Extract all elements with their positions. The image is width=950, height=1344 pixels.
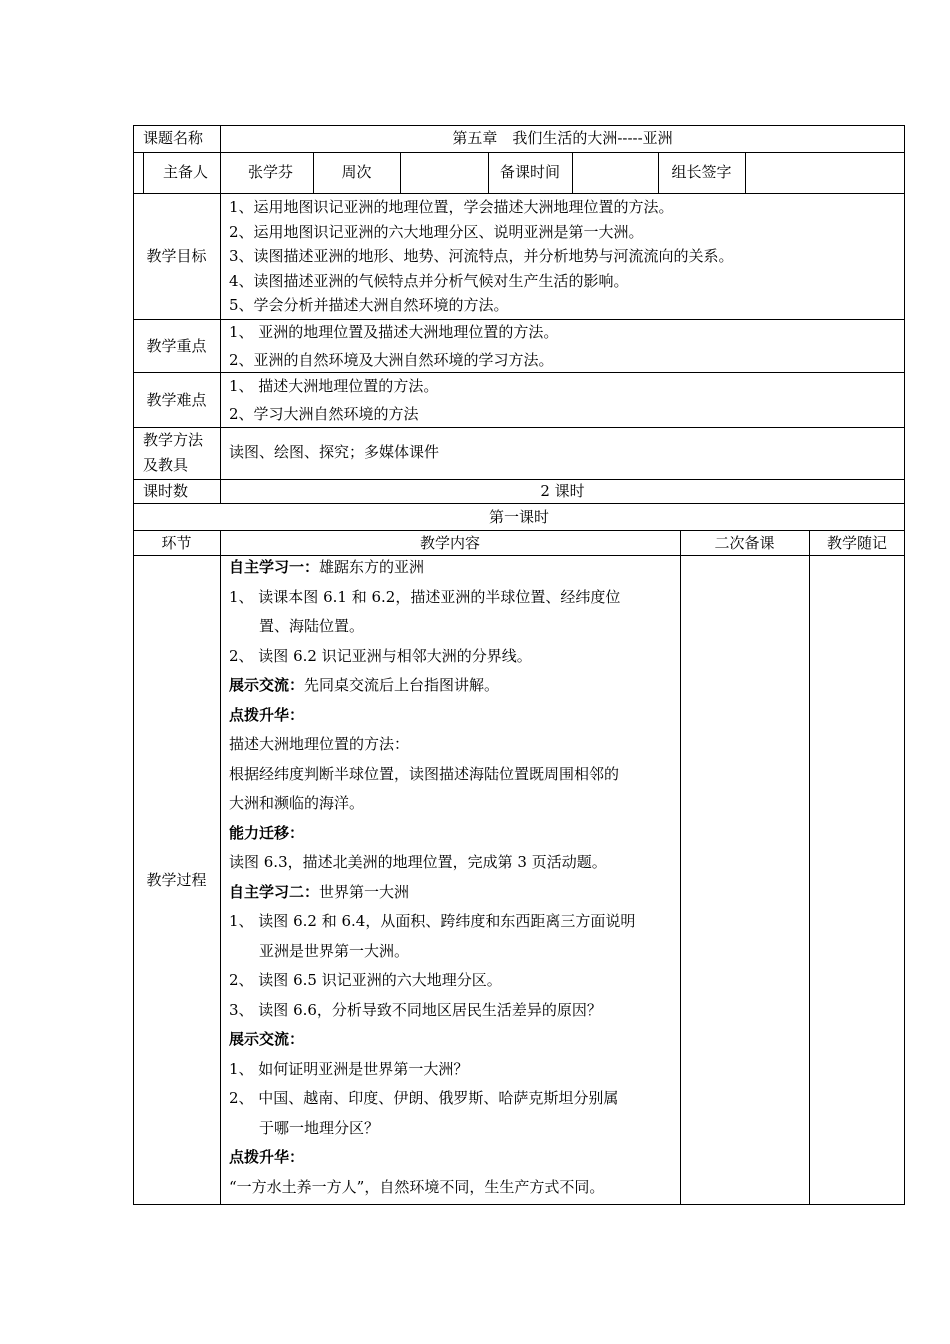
preparer-label: 主备人 bbox=[162, 163, 208, 181]
column-divider bbox=[572, 152, 573, 193]
process-line-text: 3、 读图 6.6，分析导致不同地区居民生活差异的原因？ bbox=[229, 1000, 602, 1019]
column-header-second-prep: 二次备课 bbox=[714, 534, 775, 552]
objective-item: 2、运用地图识记亚洲的六大地理分区、说明亚洲是第一大洲。 bbox=[229, 222, 644, 241]
row-divider bbox=[133, 479, 905, 480]
column-divider bbox=[680, 530, 681, 1205]
row-divider bbox=[133, 152, 905, 153]
process-line-heading: 自主学习二： bbox=[229, 882, 320, 901]
process-line-heading: 点拨升华： bbox=[229, 1148, 305, 1166]
hours-value: 2 课时 bbox=[540, 482, 585, 500]
process-line-heading: 展示交流： bbox=[229, 1030, 305, 1048]
key-point-item: 2、亚洲的自然环境及大洲自然环境的学习方法。 bbox=[229, 351, 554, 369]
column-divider bbox=[220, 530, 221, 1205]
row-divider bbox=[133, 372, 905, 373]
objectives-label: 教学目标 bbox=[146, 247, 207, 265]
process-line-heading: 展示交流： bbox=[229, 676, 305, 694]
key-points-label: 教学重点 bbox=[146, 337, 207, 355]
process-line-text: 2、 读图 6.5 识记亚洲的六大地理分区。 bbox=[229, 971, 502, 989]
process-line-text: 根据经纬度判断半球位置，读图描述海陆位置既周围相邻的 bbox=[229, 764, 620, 783]
process-line bbox=[229, 1001, 677, 1031]
process-line-text: 2、 中国、越南、印度、伊朗、俄罗斯、哈萨克斯坦分别属 bbox=[229, 1089, 619, 1107]
methods-label: 教学方法 bbox=[143, 431, 204, 449]
preparer-value: 张学芬 bbox=[247, 163, 293, 181]
process-line-text: 雄踞东方的亚洲 bbox=[319, 558, 425, 576]
row-divider bbox=[133, 555, 905, 556]
process-line-text: 2、 读图 6.2 识记亚洲与相邻大洲的分界线。 bbox=[229, 646, 532, 665]
process-line bbox=[229, 558, 677, 588]
column-header-content: 教学内容 bbox=[419, 534, 480, 552]
process-line bbox=[229, 735, 677, 765]
process-line bbox=[229, 1060, 677, 1090]
process-line bbox=[229, 617, 677, 647]
process-line-text: 1、 读课本图 6.1 和 6.2，描述亚洲的半球位置、经纬度位 bbox=[229, 587, 621, 606]
process-line-text: “一方水土养一方人”，自然环境不同，生生产方式不同。 bbox=[229, 1177, 605, 1196]
process-line bbox=[229, 971, 677, 1001]
process-line-heading: 自主学习一： bbox=[229, 558, 320, 576]
process-label: 教学过程 bbox=[146, 871, 207, 889]
process-line bbox=[229, 1178, 677, 1208]
objectives-list bbox=[229, 198, 734, 321]
process-line-text: 描述大洲地理位置的方法： bbox=[229, 735, 410, 753]
column-divider bbox=[220, 125, 221, 503]
methods-label-line2: 及教具 bbox=[143, 456, 189, 474]
process-line bbox=[229, 647, 677, 677]
column-header-notes: 教学随记 bbox=[826, 534, 887, 552]
topic-value: 第五章 我们生活的大洲-----亚洲 bbox=[452, 129, 673, 147]
difficulties-label: 教学难点 bbox=[146, 391, 207, 409]
difficulty-item: 2、学习大洲自然环境的方法 bbox=[229, 405, 419, 423]
key-point-item: 1、 亚洲的地理位置及描述大洲地理位置的方法。 bbox=[229, 323, 559, 341]
process-line bbox=[229, 706, 677, 736]
topic-label: 课题名称 bbox=[143, 129, 204, 147]
process-line-heading: 能力迁移： bbox=[229, 823, 305, 842]
objective-item: 3、读图描述亚洲的地形、地势、河流特点，并分析地势与河流流向的关系。 bbox=[229, 247, 734, 265]
row-divider bbox=[133, 193, 905, 194]
week-label: 周次 bbox=[341, 163, 372, 181]
difficulty-item: 1、 描述大洲地理位置的方法。 bbox=[229, 377, 439, 395]
process-line bbox=[229, 942, 677, 972]
row-divider bbox=[133, 503, 905, 504]
objective-item: 5、学会分析并描述大洲自然环境的方法。 bbox=[229, 296, 509, 314]
process-line bbox=[229, 824, 677, 854]
process-line-text: 世界第一大洲 bbox=[319, 882, 410, 901]
objective-item: 1、运用地图识记亚洲的地理位置，学会描述大洲地理位置的方法。 bbox=[229, 198, 674, 216]
column-divider bbox=[745, 152, 746, 193]
process-line bbox=[229, 1148, 677, 1178]
process-line bbox=[229, 853, 677, 883]
process-line bbox=[229, 883, 677, 913]
process-line-text: 1、 读图 6.2 和 6.4，从面积、跨纬度和东西距离三方面说明 bbox=[229, 912, 636, 930]
column-divider bbox=[809, 530, 810, 1205]
process-line bbox=[229, 588, 677, 618]
column-divider bbox=[400, 152, 401, 193]
process-line-heading: 点拨升华： bbox=[229, 705, 305, 724]
row-divider bbox=[133, 530, 905, 531]
row-divider bbox=[133, 427, 905, 428]
process-line-text: 1、 如何证明亚洲是世界第一大洲？ bbox=[229, 1059, 469, 1078]
process-line bbox=[229, 1030, 677, 1060]
methods-value: 读图、绘图、探究；多媒体课件 bbox=[229, 443, 440, 461]
process-line-text: 读图 6.3，描述北美洲的地理位置，完成第 3 页活动题。 bbox=[229, 853, 607, 871]
prep-time-label: 备课时间 bbox=[499, 163, 560, 181]
process-line bbox=[229, 676, 677, 706]
column-header-section: 环节 bbox=[161, 534, 192, 552]
process-line-text: 亚洲是世界第一大洲。 bbox=[259, 941, 410, 960]
process-line bbox=[229, 1119, 677, 1149]
lesson-title: 第一课时 bbox=[488, 508, 549, 526]
process-line bbox=[229, 765, 677, 795]
leader-sign-label: 组长签字 bbox=[671, 163, 732, 181]
process-line-text: 于哪一地理分区？ bbox=[259, 1118, 380, 1137]
process-line-text: 先同桌交流后上台指图讲解。 bbox=[304, 676, 500, 694]
process-content bbox=[229, 558, 677, 1207]
process-line bbox=[229, 1089, 677, 1119]
hours-label: 课时数 bbox=[143, 482, 189, 500]
process-line bbox=[229, 912, 677, 942]
objective-item: 4、读图描述亚洲的气候特点并分析气候对生产生活的影响。 bbox=[229, 271, 629, 290]
process-line-text: 置、海陆位置。 bbox=[259, 617, 365, 635]
process-line bbox=[229, 794, 677, 824]
process-line-text: 大洲和濒临的海洋。 bbox=[229, 794, 365, 812]
